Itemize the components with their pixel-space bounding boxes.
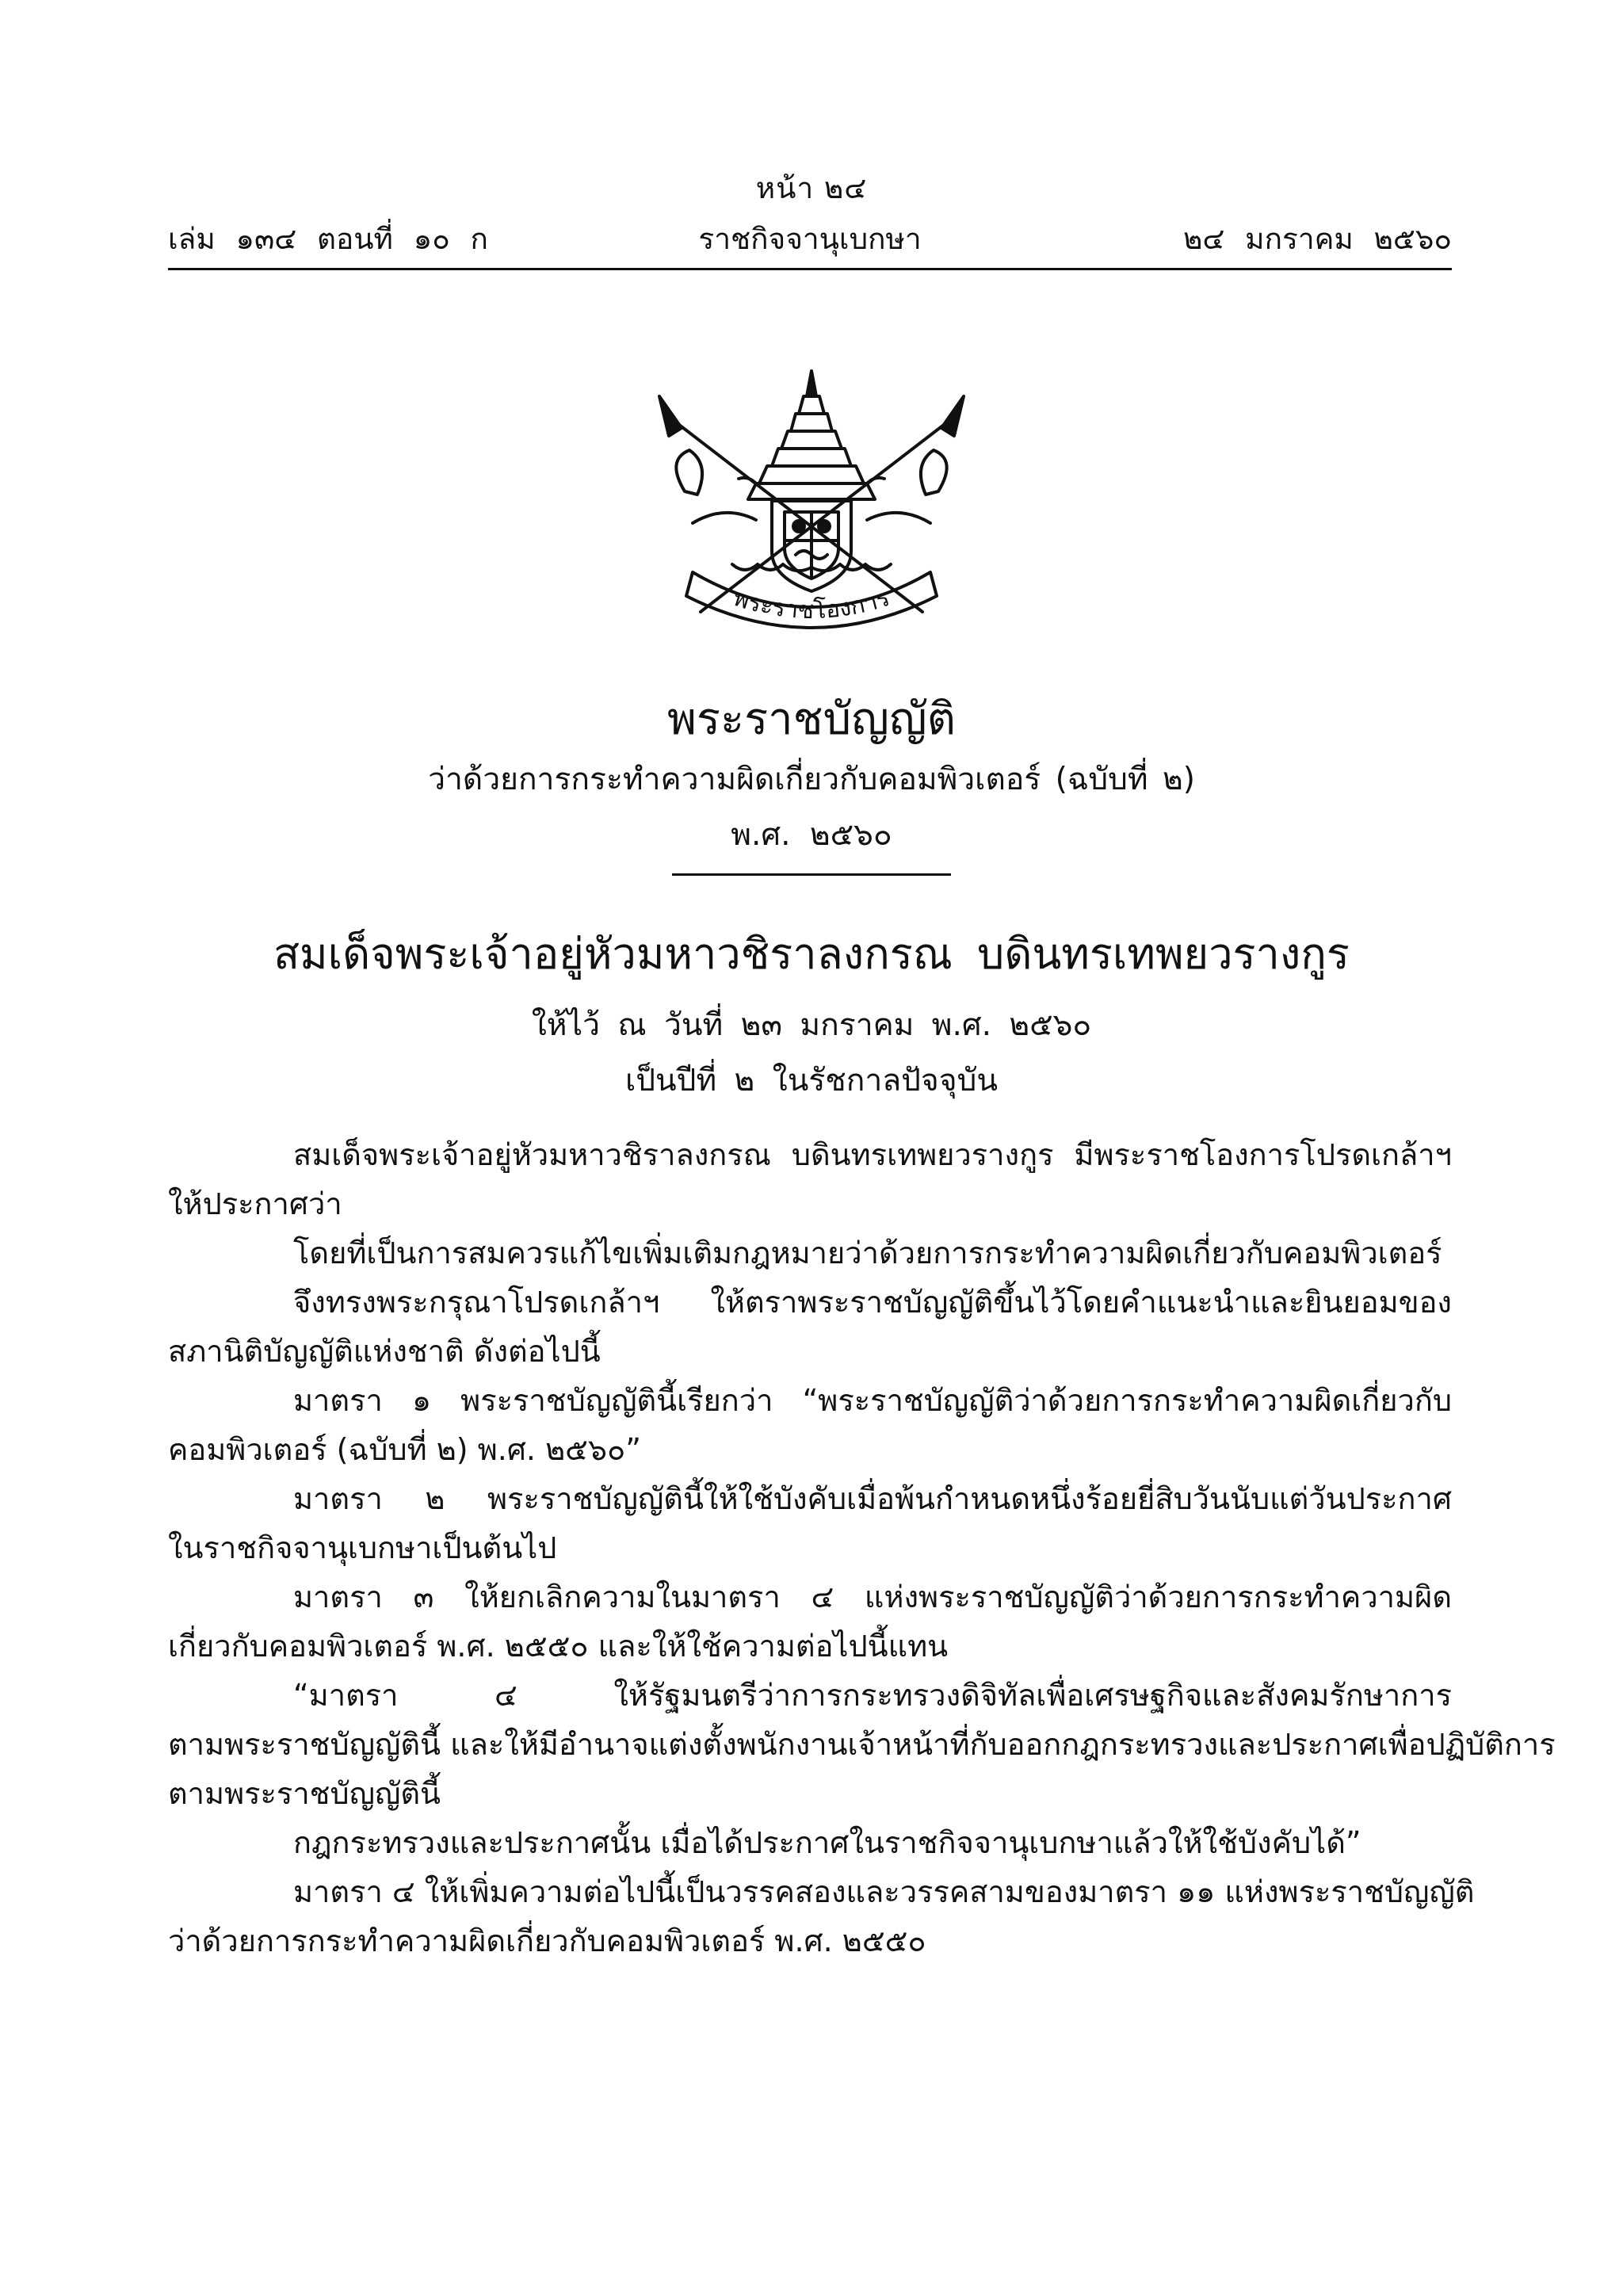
issue-date: ๒๔ มกราคม ๒๕๖๐ — [1183, 222, 1452, 256]
volume-issue: เล่ม ๑๓๔ ตอนที่ ๑๐ ก — [168, 222, 488, 256]
body-line: เกี่ยวกับคอมพิวเตอร์ พ.ศ. ๒๕๕๐ และให้ใช้ความต่อไปนี้แทน — [168, 1629, 949, 1664]
section-1: มาตรา ๑ พระราชบัญญัตินี้เรียกว่า “พระราชบัญญัติว่าด้วยการกระทำความผิดเกี่ยวกับ — [293, 1383, 1452, 1418]
seal-ribbon-text: พระราชโองการ — [729, 583, 894, 625]
section-4: มาตรา ๔ ให้เพิ่มความต่อไปนี้เป็นวรรคสองและวรรคสามของมาตรา ๑๑ แห่งพระราชบัญญัติ — [293, 1874, 1475, 1909]
body-line: ตามพระราชบัญญัตินี้ — [168, 1776, 441, 1811]
body-line: สภานิติบัญญัติแห่งชาติ ดังต่อไปนี้ — [168, 1334, 601, 1369]
body-line: คอมพิวเตอร์ (ฉบับที่ ๒) พ.ศ. ๒๕๖๐” — [168, 1432, 641, 1467]
section-2: มาตรา ๒ พระราชบัญญัตินี้ให้ใช้บังคับเมื่อพ้นกำหนดหนึ่งร้อยยี่สิบวันนับแต่วันประกาศ — [293, 1481, 1452, 1516]
section-3: มาตรา ๓ ให้ยกเลิกความในมาตรา ๔ แห่งพระราชบัญญัติว่าด้วยการกระทำความผิด — [293, 1580, 1452, 1614]
act-year: พ.ศ. ๒๕๖๐ — [731, 817, 892, 853]
reign-year: เป็นปีที่ ๒ ในรัชกาลปัจจุบัน — [624, 1063, 999, 1098]
quoted-section-4: “มาตรา ๔ ให้รัฐมนตรีว่าการกระทรวงดิจิทัลเพื่อเศรษฐกิจและสังคมรักษาการ — [293, 1678, 1452, 1713]
act-subtitle: ว่าด้วยการกระทำความผิดเกี่ยวกับคอมพิวเตอร์ (ฉบับที่ ๒) — [428, 762, 1195, 797]
body-line: ว่าด้วยการกระทำความผิดเกี่ยวกับคอมพิวเตอร์ พ.ศ. ๒๕๕๐ — [168, 1924, 926, 1958]
given-date: ให้ไว้ ณ วันที่ ๒๓ มกราคม พ.ศ. ๒๕๖๐ — [531, 1007, 1092, 1043]
title-divider — [672, 873, 951, 876]
body-line: จึงทรงพระกรุณาโปรดเกล้าฯ ให้ตราพระราชบัญญัติขึ้นไว้โดยคำแนะนำและยินยอมของ — [293, 1285, 1452, 1320]
body-line: ในราชกิจจานุเบกษาเป็นต้นไป — [168, 1530, 557, 1565]
running-header — [168, 216, 1452, 255]
page-number: หน้า ๒๔ — [755, 171, 868, 205]
body-line: ให้ประกาศว่า — [168, 1186, 342, 1221]
king-name: สมเด็จพระเจ้าอยู่หัวมหาวชิราลงกรณ บดินทรเทพยวรางกูร — [273, 929, 1350, 979]
body-line: ตามพระราชบัญญัตินี้ และให้มีอำนาจแต่งตั้งพนักงานเจ้าหน้าที่กับออกกฎกระทรวงและประกาศเพื่อปฏิบัติการ — [168, 1727, 1556, 1762]
act-title: พระราชบัญญัติ — [667, 693, 956, 745]
body-line: สมเด็จพระเจ้าอยู่หัวมหาวชิราลงกรณ บดินทรเทพยวรางกูร มีพระราชโองการโปรดเกล้าฯ — [293, 1137, 1452, 1172]
gazette-name: ราชกิจจานุเบกษา — [698, 222, 922, 256]
royal-seal-icon — [637, 365, 986, 634]
body-line: โดยที่เป็นการสมควรแก้ไขเพิ่มเติมกฎหมายว่าด้วยการกระทำความผิดเกี่ยวกับคอมพิวเตอร์ — [293, 1236, 1442, 1270]
header-divider — [168, 268, 1452, 270]
body-line: กฎกระทรวงและประกาศนั้น เมื่อได้ประกาศในราชกิจจานุเบกษาแล้วให้ใช้บังคับได้” — [293, 1825, 1361, 1860]
